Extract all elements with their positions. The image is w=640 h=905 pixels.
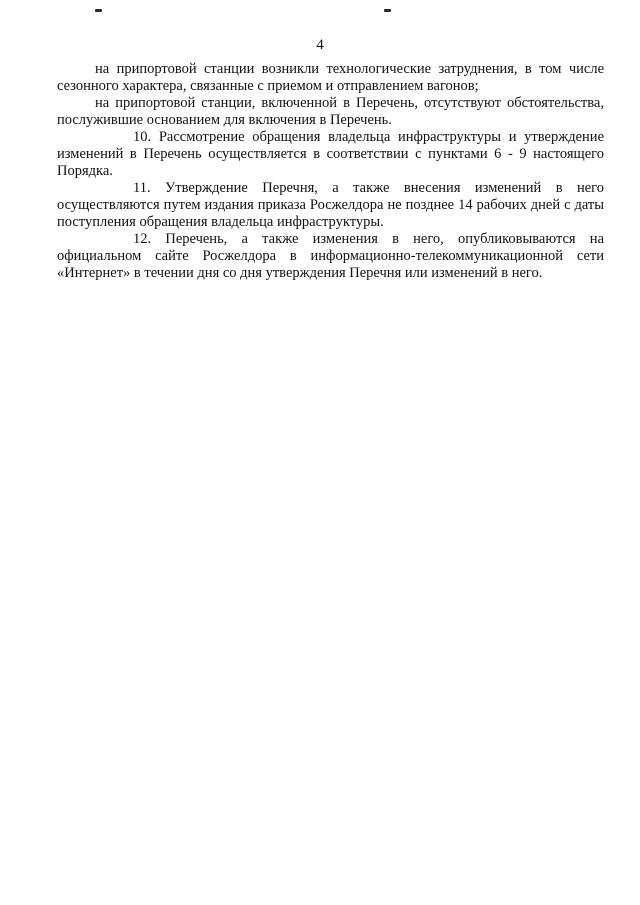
paragraph-text: Перечень, а также изменения в него, опубликовываются на официальном сайте Росжелдора в информационно-телекоммуникационной сети «Интернет» в течении дня со дня утверждения Перечня или изменений в него. [57,231,604,281]
paragraph-number: 11. [133,180,151,196]
paragraph-item-continuation-2 [57,95,604,129]
paragraph-11 [57,180,604,231]
paragraph-text: Рассмотрение обращения владельца инфраструктуры и утверждение изменений в Перечень осуществляется в соответствии с пунктами 6 - 9 настоящего Порядка. [57,129,605,179]
document-body [57,61,604,282]
scan-artifact-mark [95,9,102,12]
paragraph-text: на припортовой станции возникли технологические затруднения, в том числе сезонного характера, связанные с приемом и отправлением вагонов; [57,61,604,94]
page-number: 4 [316,37,324,53]
paragraph-10 [57,129,604,180]
paragraph-number: 12. [133,231,152,247]
paragraph-12 [57,231,604,282]
paragraph-text: на припортовой станции, включенной в Перечень, отсутствуют обстоятельства, послужившие основанием для включения в Перечень. [57,95,604,128]
paragraph-text: Утверждение Перечня, а также внесения изменений в него осуществляются путем издания приказа Росжелдора не позднее 14 рабочих дней с даты поступления обращения владельца инфраструктуры. [57,180,605,230]
paragraph-number: 10. [133,129,152,145]
scan-artifact-mark [384,9,391,12]
paragraph-item-continuation-1 [57,61,604,95]
